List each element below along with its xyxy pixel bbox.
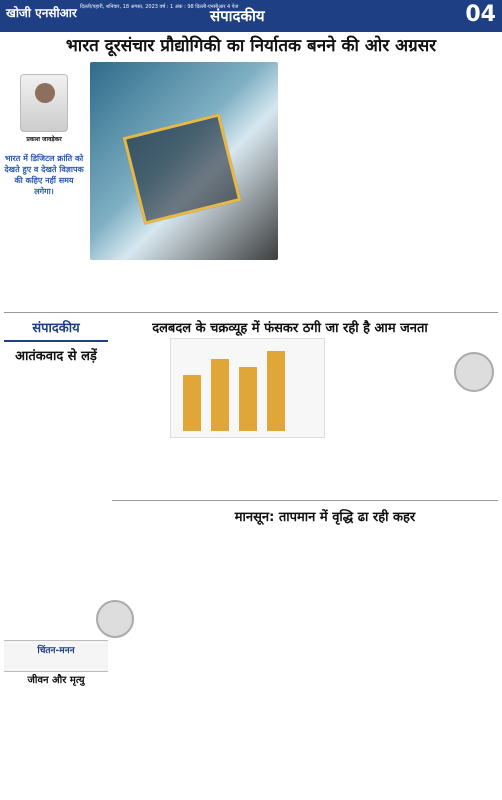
special-tag: चिंतन-मनन <box>4 640 108 672</box>
lead-headline: भारत दूरसंचार प्रौद्योगिकी का निर्यातक बनने की ओर अग्रसर <box>65 36 437 56</box>
chip-illustration <box>123 113 242 225</box>
cartoon-illustration <box>170 338 325 438</box>
lower-headline: मानसून: तापमान में वृद्धि ढा रही कहर <box>234 510 416 525</box>
page-number: 04 <box>465 2 496 27</box>
author-avatar-right <box>454 352 494 392</box>
author-photo <box>20 74 68 132</box>
lead-article-text-1 <box>284 64 380 260</box>
page-header <box>0 0 502 32</box>
lead-photo <box>90 62 278 260</box>
pull-quote: भारत में डिजिटल क्रांति को देखते हुए व देखते विज्ञापक की कहिए नहीं समय लगेगा। <box>4 154 84 196</box>
lead-author-column <box>4 64 84 314</box>
lead-article-text-2 <box>392 64 496 312</box>
middle-headline: दलबदल के चक्रव्यूह में फंसकर ठगी जा रही है आम जनता <box>152 321 428 336</box>
special-title: जीवन और मृत्यु <box>27 675 85 686</box>
author-name: प्रकाश जावड़ेकर <box>26 136 62 143</box>
cartoon-tower-4 <box>267 351 285 431</box>
editorial-column <box>4 318 108 778</box>
horizontal-divider-2 <box>112 500 498 501</box>
cartoon-tower-1 <box>183 375 201 431</box>
author-avatar-lower <box>96 600 134 638</box>
editorial-section-title: संपादकीय <box>4 318 108 342</box>
cartoon-tower-2 <box>211 359 229 431</box>
section-title: संपादकीय <box>210 7 265 25</box>
newspaper-name: खोजी एनसीआर <box>6 6 77 20</box>
editorial-headline: आतंकवाद से लड़ें <box>15 349 97 364</box>
cartoon-tower-3 <box>239 367 257 431</box>
issue-meta: दिल्ली/पहारी, शनिवार, 18 अगस्त, 2023 वर्ष : 1 अंक : 98 दिल्ली-एनसीआर 4 पेज <box>80 4 239 10</box>
horizontal-divider <box>4 312 498 313</box>
